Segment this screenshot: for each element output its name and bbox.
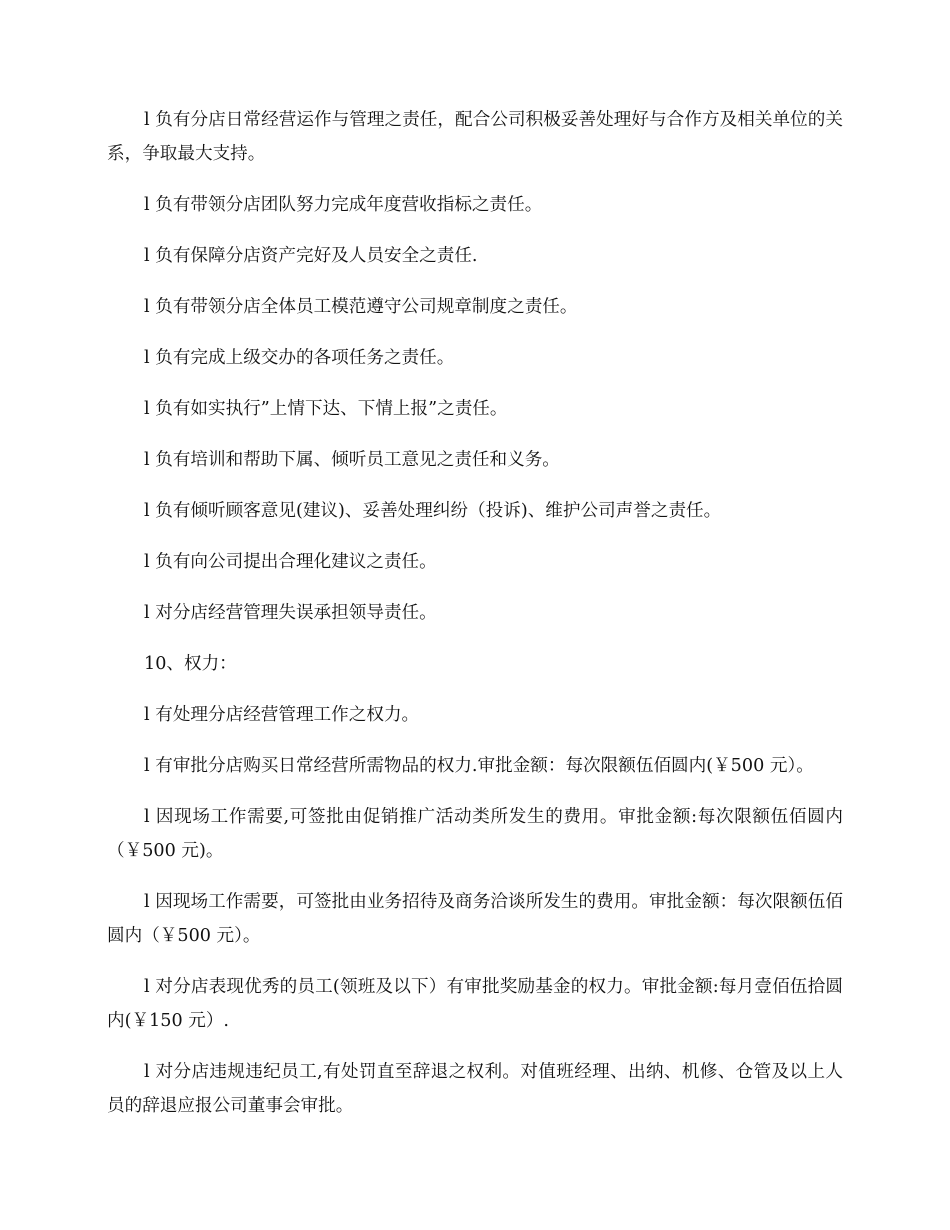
paragraph-responsibility-rules-compliance: l 负有带领分店全体员工模范遵守公司规章制度之责任。 <box>144 297 578 317</box>
document-body <box>107 103 843 1140</box>
paragraph-responsibility-leadership: l 对分店经营管理失误承担领导责任。 <box>144 603 437 623</box>
paragraph-authority-purchase-approval: l 有审批分店购买日常经营所需物品的权力.审批金额：每次限额伍佰圆内(￥500 元）。 <box>144 756 814 776</box>
paragraph-responsibility-training: l 负有培训和帮助下属、倾听员工意见之责任和义务。 <box>144 450 560 470</box>
paragraph-responsibility-assigned-tasks: l 负有完成上级交办的各项任务之责任。 <box>144 348 455 368</box>
paragraph-responsibility-suggestions: l 负有向公司提出合理化建议之责任。 <box>144 552 437 572</box>
paragraph-responsibility-asset-safety: l 负有保障分店资产完好及人员安全之责任. <box>144 246 478 266</box>
paragraph-authority-discipline: l 对分店违规违纪员工,有处罚直至辞退之权利。对值班经理、出纳、机修、仓管及以上人员的辞退应报公司董事会审批。 <box>107 1062 843 1116</box>
paragraph-authority-business-entertainment: l 因现场工作需要，可签批由业务招待及商务洽谈所发生的费用。审批金额：每次限额伍佰圆内（￥500 元）。 <box>107 892 843 946</box>
section-heading-authority: 10、权力： <box>144 654 237 674</box>
paragraph-authority-employee-rewards: l 对分店表现优秀的员工(领班及以下）有审批奖励基金的权力。审批金额:每月壹佰伍拾圆内(￥150 元）. <box>107 977 843 1031</box>
paragraph-responsibility-revenue-target: l 负有带领分店团队努力完成年度营收指标之责任。 <box>144 195 543 215</box>
paragraph-responsibility-daily-operation: l 负有分店日常经营运作与管理之责任，配合公司积极妥善处理好与合作方及相关单位的关系，争取最大支持。 <box>107 110 843 164</box>
paragraph-authority-management: l 有处理分店经营管理工作之权力。 <box>144 705 420 725</box>
paragraph-authority-promotion-expense: l 因现场工作需要,可签批由促销推广活动类所发生的费用。审批金额:每次限额伍佰圆内（￥500 元)。 <box>107 807 843 861</box>
paragraph-responsibility-customer-feedback: l 负有倾听顾客意见(建议)、妥善处理纠纷（投诉)、维护公司声誉之责任。 <box>144 501 722 521</box>
paragraph-responsibility-communication: l 负有如实执行”上情下达、下情上报”之责任。 <box>144 399 508 419</box>
